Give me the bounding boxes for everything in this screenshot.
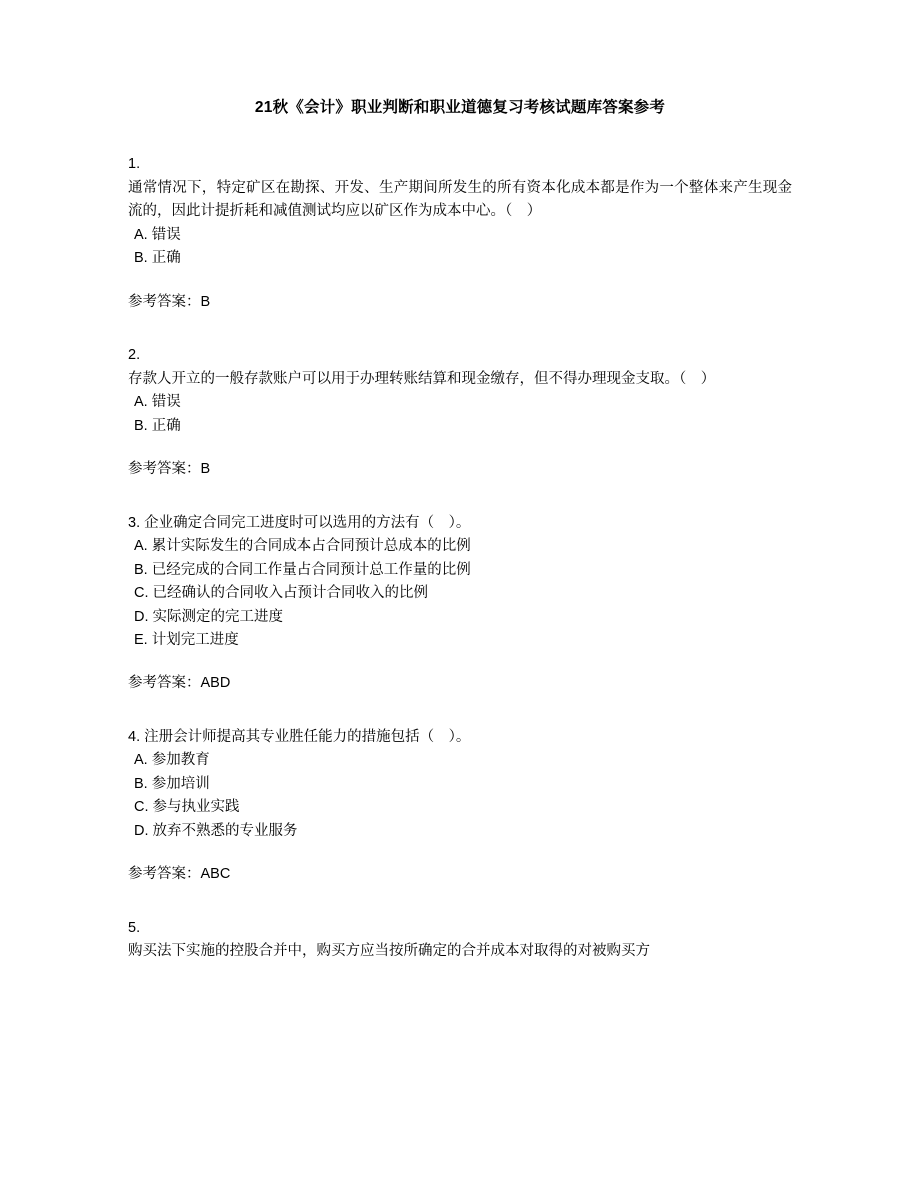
question-number: 2. [128,347,141,364]
question-answer [128,291,792,314]
question-stem-text: 企业确定合同完工进度时可以选用的方法有（ ）。 [144,514,471,531]
question-option: C. 参与执业实践 [134,799,240,816]
question-stem-text: 注册会计师提高其专业胜任能力的措施包括（ ）。 [144,728,471,745]
question-option: D. 实际测定的完工进度 [134,608,284,625]
question-number: 4. [128,728,141,745]
question-answer [128,672,792,695]
question-stem [128,726,792,749]
answer-value: ABC [200,866,231,883]
question-block [128,344,792,481]
question-block [128,153,792,314]
question-stem: 通常情况下，特定矿区在勘探、开发、生产期间所发生的所有资本化成本都是作为一个整体来产生现金流的，因此计提折耗和减值测试均应以矿区作为成本中心。（ ） [128,179,792,220]
answer-label: 参考答案： [128,675,201,692]
question-block [128,512,792,696]
page-title: 21秋《会计》职业判断和职业道德复习考核试题库答案参考 [254,99,666,116]
question-stem [128,512,792,535]
question-option: B. 参加培训 [134,775,210,792]
answer-value: B [200,293,211,310]
question-option: B. 已经完成的合同工作量占合同预计总工作量的比例 [134,561,471,578]
question-option: E. 计划完工进度 [134,632,239,648]
question-option: D. 放弃不熟悉的专业服务 [134,822,298,839]
answer-label: 参考答案： [128,293,201,310]
question-number: 3. [128,514,141,531]
question-stem: 购买法下实施的控股合并中，购买方应当按所确定的合并成本对取得的对被购买方 [128,943,650,960]
question-option: A. 错误 [134,226,181,243]
question-number: 1. [128,156,141,173]
question-answer [128,863,792,886]
question-block [128,917,792,964]
question-option: A. 参加教育 [134,752,210,769]
question-option: B. 正确 [134,417,181,434]
question-option: B. 正确 [134,250,181,267]
question-option: A. 累计实际发生的合同成本占合同预计总成本的比例 [134,538,471,555]
question-block [128,726,792,887]
question-option: A. 错误 [134,394,181,411]
answer-label: 参考答案： [128,866,201,883]
question-answer [128,458,792,481]
answer-value: B [200,461,211,478]
answer-label: 参考答案： [128,461,201,478]
question-stem: 存款人开立的一般存款账户可以用于办理转账结算和现金缴存，但不得办理现金支取。（ ） [128,370,716,387]
question-number: 5. [128,919,141,936]
answer-value: ABD [200,675,231,692]
question-option: C. 已经确认的合同收入占预计合同收入的比例 [134,585,429,602]
